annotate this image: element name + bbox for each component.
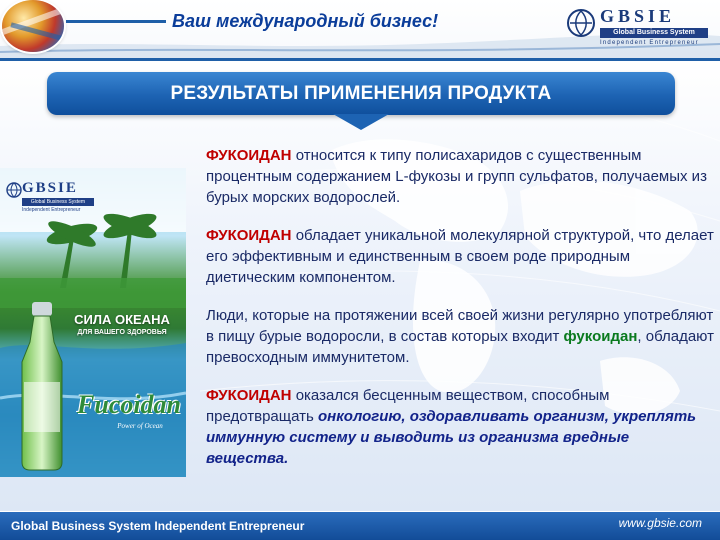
- tagline-divider: [66, 20, 166, 23]
- bottle-illustration: [16, 302, 68, 472]
- globe-logo-icon: [6, 182, 22, 198]
- footer-bar: [0, 512, 720, 540]
- keyword-fucoidan: ФУКОИДАН: [206, 147, 292, 164]
- benefits-emphasis: онкологию, оздоравливать организм, укреплять иммунную систему и выводить из организма вредные вещества.: [206, 408, 697, 467]
- paragraph-benefits: [206, 385, 714, 469]
- header-tagline: Ваш международный бизнес!: [172, 11, 439, 31]
- gbsie-logo[interactable]: [566, 4, 716, 52]
- product-headline: СИЛА ОКЕАНА: [74, 312, 170, 327]
- paragraph-structure: [206, 225, 714, 288]
- paragraph-text: , обладают превосходным иммунитетом.: [206, 328, 714, 366]
- product-subline: ДЛЯ ВАШЕГО ЗДОРОВЬЯ: [77, 329, 167, 336]
- logo-subtitle-secondary: Independent Entrepreneur: [600, 40, 699, 46]
- keyword-fucoidan: ФУКОИДАН: [206, 387, 292, 404]
- globe-logo-icon: [566, 8, 596, 38]
- description-text: [206, 145, 714, 486]
- product-image: [0, 168, 186, 477]
- paragraph-definition: [206, 145, 714, 208]
- logo-subtitle: Global Business System: [600, 28, 708, 38]
- globe-flags-icon: [2, 0, 64, 52]
- paragraph-text: обладает уникальной молекулярной структурой, что делает его эффективным и единственным в своем роде природным диетическим компонентом.: [206, 227, 714, 286]
- product-brand-name: Fucoidan: [76, 390, 182, 419]
- down-arrow-icon: [333, 114, 389, 130]
- footer-company-name: Global Business System Independent Entrepreneur: [11, 519, 305, 533]
- keyword-fucoidan-inline: фукоидан: [563, 328, 638, 345]
- paragraph-text: Люди, которые на протяжении всей своей жизни регулярно употребляют в пищу бурые водоросли, в состав которых входит: [206, 307, 714, 345]
- product-logo-subtitle-secondary: Independent Entrepreneur: [22, 207, 81, 213]
- paragraph-text: относится к типу полисахаридов с существенным процентным содержанием L-фукозы и групп сульфатов, получаемых из бурых морских водорослей.: [206, 147, 707, 206]
- product-logo-subtitle: Global Business System: [22, 198, 94, 206]
- paragraph-text: оказался бесценным веществом, способным предотвращать: [206, 387, 610, 425]
- keyword-fucoidan: ФУКОИДАН: [206, 227, 292, 244]
- logo-wordmark: GBSIE: [600, 6, 676, 26]
- footer-website-link[interactable]: www.gbsie.com: [618, 516, 702, 530]
- section-title: РЕЗУЛЬТАТЫ ПРИМЕНЕНИЯ ПРОДУКТА: [170, 83, 552, 104]
- product-brand-tagline: Power of Ocean: [117, 422, 163, 430]
- paragraph-immunity: [206, 305, 714, 368]
- product-logo: [6, 180, 96, 222]
- header: [0, 0, 720, 61]
- section-title-bar: [47, 72, 675, 115]
- product-logo-wordmark: GBSIE: [22, 180, 78, 196]
